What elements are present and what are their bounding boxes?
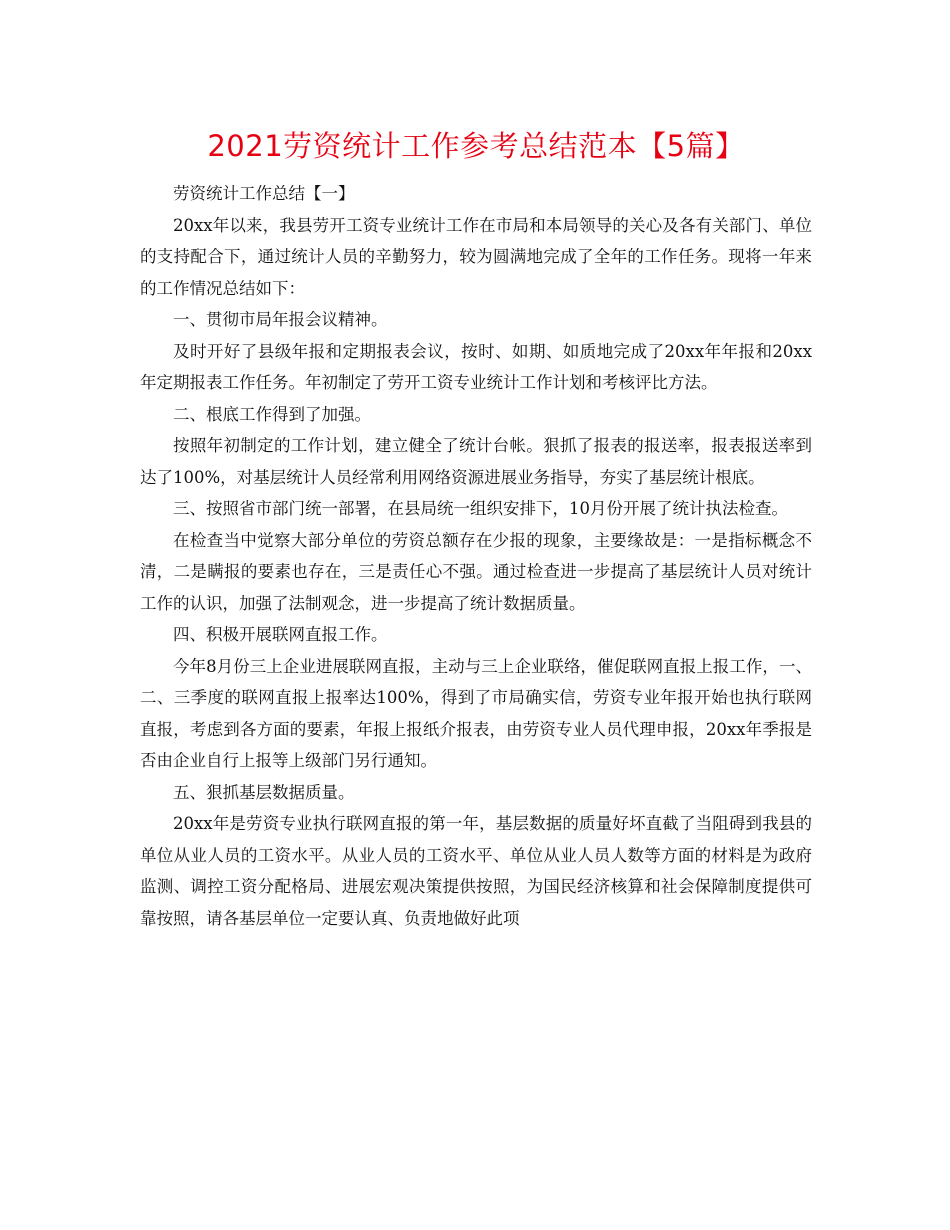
item-heading: 二、根底工作得到了加强。 bbox=[173, 404, 371, 424]
document-page bbox=[140, 120, 812, 934]
document-title: 2021劳资统计工作参考总结范本【5篇】 bbox=[207, 129, 745, 163]
body-paragraph: 按照年初制定的工作计划，建立健全了统计台帐。狠抓了报表的报送率，报表报送率到达了100%，对基层统计人员经常利用网络资源进展业务指导，夯实了基层统计根底。 bbox=[140, 436, 812, 487]
section-heading: 劳资统计工作总结【一】 bbox=[173, 184, 355, 203]
document-body bbox=[140, 178, 812, 934]
body-paragraph: 今年8月份三上企业进展联网直报，主动与三上企业联络，催促联网直报上报工作，一、二、三季度的联网直报上报率达100%，得到了市局确实信，劳资专业年报开始也执行联网直报，考虑到各方面的要素，年报上报纸介报表，由劳资专业人员代理申报，20xx年季报是否由企业自行上报等上级部门另行通知。 bbox=[140, 656, 812, 770]
item-heading: 五、狠抓基层数据质量。 bbox=[173, 782, 355, 802]
body-paragraph: 在检查当中觉察大部分单位的劳资总额存在少报的现象，主要缘故是：一是指标概念不清，二是瞒报的要素也存在，三是责任心不强。通过检查进一步提高了基层统计人员对统计工作的认识，加强了法制观念，进一步提高了统计数据质量。 bbox=[140, 530, 812, 613]
item-heading: 三、按照省市部门统一部署，在县局统一组织安排下，10月份开展了统计执法检查。 bbox=[173, 499, 788, 518]
body-paragraph: 及时开好了县级年报和定期报表会议，按时、如期、如质地完成了20xx年年报和20xx年定期报表工作任务。年初制定了劳开工资专业统计工作计划和考核评比方法。 bbox=[140, 341, 812, 392]
item-heading: 四、积极开展联网直报工作。 bbox=[173, 625, 388, 644]
body-paragraph: 20xx年是劳资专业执行联网直报的第一年，基层数据的质量好坏直截了当阻碍到我县的单位从业人员的工资水平。从业人员的工资水平、单位从业人员人数等方面的材料是为政府监测、调控工资分配格局、进展宏观决策提供按照，为国民经济核算和社会保障制度提供可靠按照，请各基层单位一定要认真、负责地做好此项 bbox=[140, 814, 812, 928]
body-paragraph: 20xx年以来，我县劳开工资专业统计工作在市局和本局领导的关心及各有关部门、单位的支持配合下，通过统计人员的辛勤努力，较为圆满地完成了全年的工作任务。现将一年来的工作情况总结如下： bbox=[140, 215, 812, 298]
item-heading: 一、贯彻市局年报会议精神。 bbox=[173, 310, 388, 329]
